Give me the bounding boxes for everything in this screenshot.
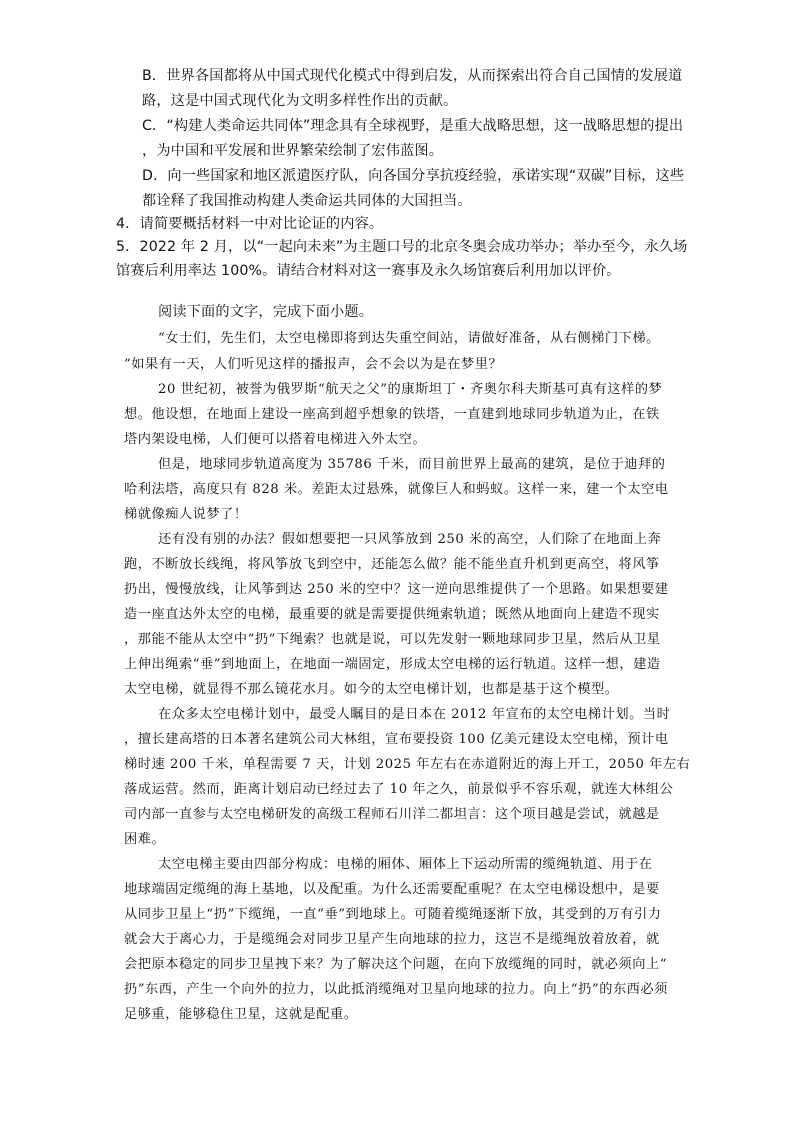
p1-line-2: ”如果有一天，人们听见这样的播报声，会不会以为是在梦里？	[124, 357, 503, 372]
p2-line-3: 塔内架设电梯，人们便可以搭着电梯进入外太空。	[124, 432, 427, 447]
p1-line-1: “女士们，先生们，太空电梯即将到达失重空间站，请做好准备，从右侧梯门下梯。	[158, 331, 660, 346]
p4-line-3: 扔出，慢慢放线，让风筝到达 250 米的空中？这一逆向思维提供了一个思路。如果想要建	[124, 582, 669, 597]
p6-line-6: 扔”东西，产生一个向外的拉力，以此抵消缆绳对卫星向地球的拉力。向上“扔”的东西必须	[124, 982, 668, 997]
option-c-line-2: ，为中国和平发展和世界繁荣绘制了宏伟蓝图。	[142, 143, 444, 159]
p6-line-5: 会把原本稳定的同步卫星拽下来？为了解决这个问题，在向下放缆绳的同时，就必须向上“	[124, 957, 668, 972]
question-5-line-2: 馆赛后利用率达 100%。请结合材料对这一赛事及永久场馆赛后利用加以评价。	[116, 263, 621, 279]
p4-line-5: ，那能不能从太空中“扔”下绳索？也就是说，可以先发射一颗地球同步卫星，然后从卫星	[124, 632, 661, 647]
p3-line-3: 梯就像痴人说梦了！	[124, 507, 248, 522]
option-d-line-2: 都诠释了我国推动构建人类命运共同体的大国担当。	[142, 193, 472, 209]
p5-line-5: 司内部一直参与太空电梯研发的高级工程师石川洋二都坦言：这个项目越是尝试，就越是	[124, 807, 660, 822]
p5-line-6: 困难。	[124, 832, 166, 847]
p6-line-1: 太空电梯主要由四部分构成：电梯的厢体、厢体上下运动所需的缆绳轨道、用于在	[158, 857, 653, 872]
p4-line-2: 跑，不断放长线绳，将风筝放飞到空中，还能怎么做？能不能坐直升机到更高空，将风筝	[124, 557, 660, 572]
option-b-line-1: B．世界各国都将从中国式现代化模式中得到启发，从而探索出符合自己国情的发展道	[142, 68, 683, 84]
p5-line-4: 落成运营。然而，距离计划启动已经过去了 10 年之久，前景似乎不容乐观，就连大林组公	[124, 782, 674, 797]
p2-line-2: 想。他设想，在地面上建设一座高到超乎想象的铁塔，一直建到地球同步轨道为止，在铁	[124, 407, 660, 422]
p6-line-7: 足够重，能够稳住卫星，这就是配重。	[124, 1007, 358, 1022]
p5-line-3: 梯时速 200 千米，单程需要 7 天，计划 2025 年左右在赤道附近的海上开工，2050 年左右	[124, 757, 691, 772]
option-d-line-1: D．向一些国家和地区派遣医疗队，向各国分享抗疫经验，承诺实现“双碳”目标，这些	[142, 168, 685, 184]
p3-line-2: 哈利法塔，高度只有 828 米。差距太过悬殊，就像巨人和蚂蚁。这样一来，建一个太空电	[124, 482, 669, 497]
p4-line-4: 造一座直达外太空的电梯，最重要的就是需要提供绳索轨道；既然从地面向上建造不现实	[124, 607, 660, 622]
p4-line-1: 还有没有别的办法？假如想要把一只风筝放到 250 米的高空，人们除了在地面上奔	[158, 532, 662, 547]
reading-instruction: 阅读下面的文字，完成下面小题。	[158, 304, 374, 320]
p6-line-4: 就会大于离心力，于是缆绳会对同步卫星产生向地球的拉力，这岂不是缆绳放着放着，就	[124, 932, 660, 947]
question-5-line-1: 5．2022 年 2 月，以“一起向未来”为主题口号的北京冬奥会成功举办；举办至今，永久场	[116, 239, 688, 255]
question-4: 4．请简要概括材料一中对比论证的内容。	[116, 216, 384, 232]
p2-line-1: 20 世纪初，被誉为俄罗斯“航天之父”的康斯坦丁・齐奥尔科夫斯基可真有这样的梦	[158, 382, 663, 397]
option-c-line-1: C．“构建人类命运共同体”理念具有全球视野，是重大战略思想，这一战略思想的提出	[142, 118, 684, 134]
p6-line-2: 地球端固定缆绳的海上基地，以及配重。为什么还需要配重呢？在太空电梯设想中，是要	[124, 882, 660, 897]
p5-line-2: ，擅长建高塔的日本著名建筑公司大林组，宣布要投资 100 亿美元建设太空电梯，预计电	[124, 732, 669, 747]
p3-line-1: 但是，地球同步轨道高度为 35786 千米，而目前世界上最高的建筑，是位于迪拜的	[158, 457, 666, 472]
option-b-line-2: 路，这是中国式现代化为文明多样性作出的贡献。	[142, 93, 458, 109]
p6-line-3: 从同步卫星上“扔”下缆绳，一直“垂”到地球上。可随着缆绳逐渐下放，其受到的万有引力	[124, 907, 662, 922]
p4-line-6: 上伸出绳索“垂”到地面上，在地面一端固定，形成太空电梯的运行轨道。这样一想，建造	[124, 657, 661, 672]
p4-line-7: 太空电梯，就显得不那么镜花水月。如今的太空电梯计划，也都是基于这个模型。	[124, 682, 619, 697]
p5-line-1: 在众多太空电梯计划中，最受人瞩目的是日本在 2012 年宣布的太空电梯计划。当时	[158, 707, 671, 722]
